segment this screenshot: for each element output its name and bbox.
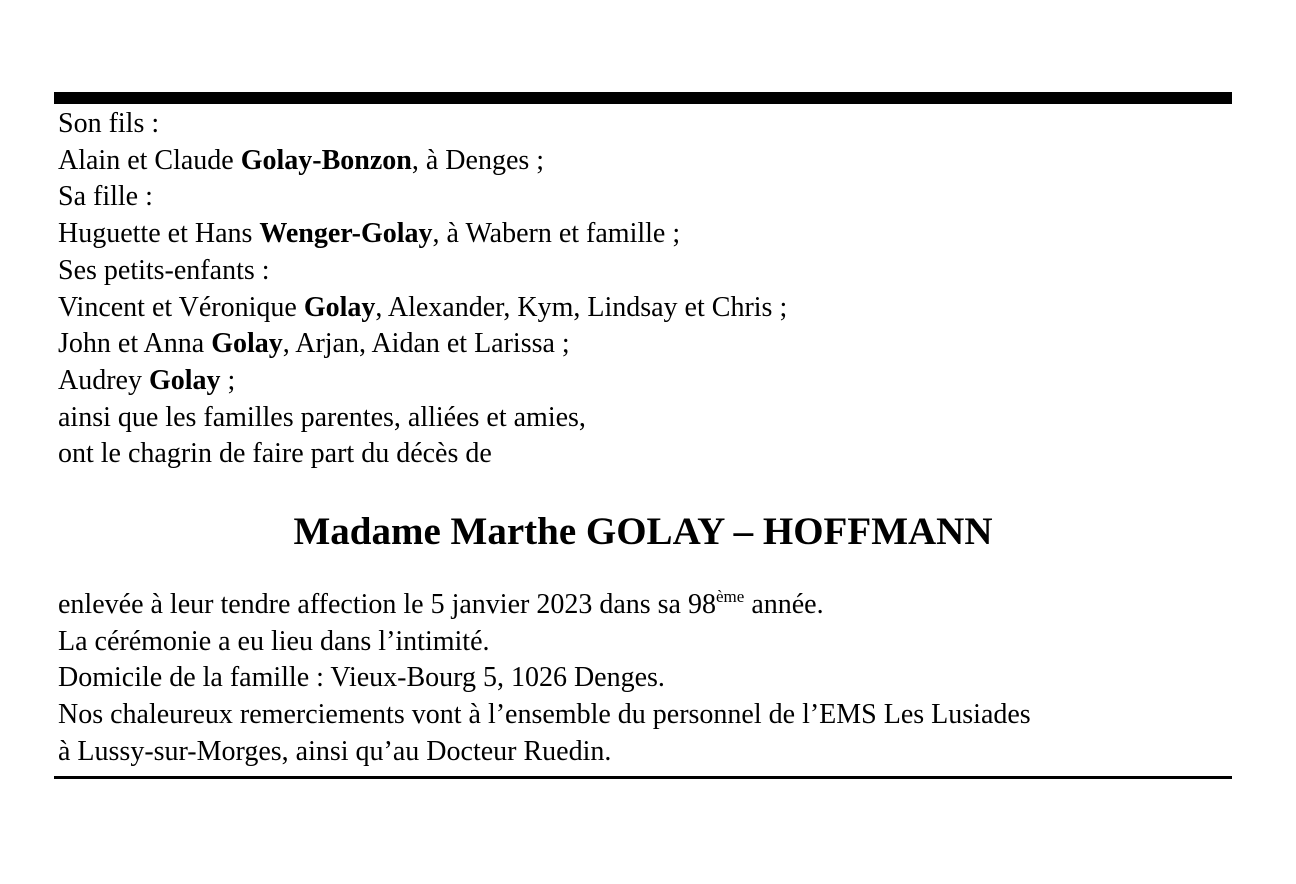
daughter-line [58, 216, 1232, 253]
daughter-location: , à Wabern et famille ; [432, 218, 681, 250]
deceased-name: Madame Marthe GOLAY – HOFFMANN [293, 510, 993, 554]
ceremony-line: La cérémonie a eu lieu dans l’intimité. [58, 625, 490, 657]
son-line [58, 143, 1232, 180]
grandchild-surname: Golay [211, 328, 283, 360]
death-date-line [58, 587, 1232, 624]
daughter-heading: Sa fille : [58, 181, 153, 213]
thanks-line: Nos chaleureux remerciements vont à l’ensemble du personnel de l’EMS Les Lusiades [58, 699, 1031, 731]
relatives-line: ainsi que les familles parentes, alliées et amies, [58, 401, 586, 433]
daughter-surname: Wenger-Golay [259, 218, 433, 250]
grandchild-surname: Golay [303, 291, 376, 323]
ordinal-suffix: ème [716, 587, 745, 607]
son-names: Alain et Claude [58, 144, 241, 176]
daughter-names: Huguette et Hans [58, 218, 260, 250]
grandchildren-heading: Ses petits-enfants : [58, 254, 270, 286]
family-list [54, 106, 1232, 473]
grandchild-surname: Golay [148, 364, 221, 396]
grandchild-children: , Alexander, Kym, Lindsay et Chris ; [375, 291, 788, 323]
grandchild-children: , Arjan, Aidan et Larissa ; [282, 328, 570, 360]
address-line: Domicile de la famille : Vieux-Bourg 5, 1026 Denges. [58, 662, 665, 694]
son-heading: Son fils : [58, 108, 160, 139]
grandchild-names: Audrey [58, 364, 149, 396]
obituary-notice [54, 92, 1232, 779]
son-location: , à Denges ; [411, 144, 545, 176]
top-rule [54, 92, 1232, 104]
details-block [54, 587, 1232, 771]
announcement-line: ont le chagrin de faire part du décès de [58, 438, 492, 470]
son-surname: Golay-Bonzon [240, 144, 412, 176]
grandchild-children: ; [220, 364, 236, 396]
grandchild-names: John et Anna [58, 328, 212, 360]
grandchild-names: Vincent et Véronique [58, 291, 304, 323]
grandchildren-line [58, 363, 1232, 400]
grandchildren-line [58, 290, 1232, 327]
bottom-rule [54, 776, 1232, 779]
grandchildren-line [58, 326, 1232, 363]
death-date-end: année. [744, 589, 824, 621]
thanks-line-continued: à Lussy-sur-Morges, ainsi qu’au Docteur Ruedin. [58, 735, 612, 767]
death-date-text: enlevée à leur tendre affection le 5 janvier 2023 dans sa 98 [58, 589, 716, 621]
